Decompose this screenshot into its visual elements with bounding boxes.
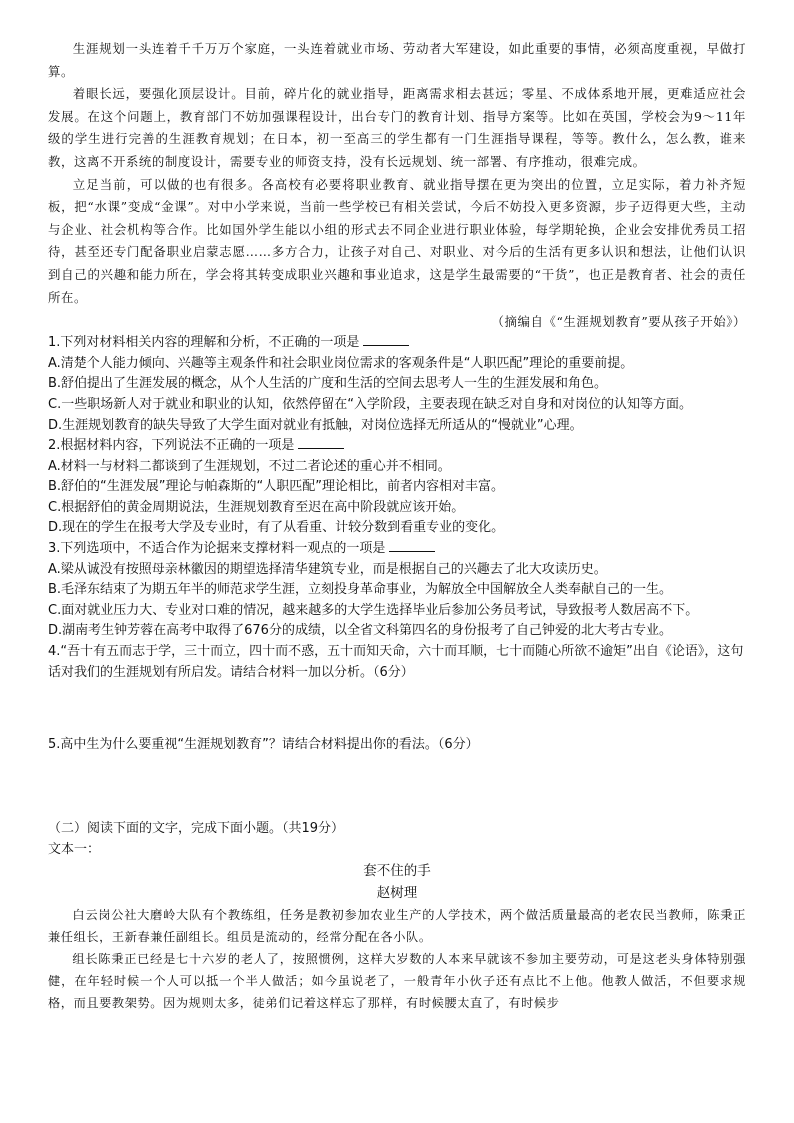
story-paragraph: 白云岗公社大磨岭大队有个教练组，任务是教初参加农业生产的人学技术，两个做活质量最高的老农民当教师，陈秉正兼任组长，王新春兼任副组长。组员是流动的，经常分配在各小队。 [48,907,746,944]
question-1-option-d: D.生涯规划教育的缺失导致了大学生面对就业有抵触，对岗位选择无所适从的“慢就业”心理。 [48,417,583,433]
question-1-stem [48,333,746,354]
question-2-option-c: C.根据舒伯的黄金周期说法，生涯规划教育至迟在高中阶段就应该开始。 [48,499,465,515]
question-3-option-c: C.面对就业压力大、专业对口难的情况，越来越多的大学生选择毕业后参加公务员考试，导致报考人数居高不下。 [48,602,699,618]
material-paragraph: 生涯规划一头连着千千万万个家庭，一头连着就业市场、劳动者大军建设，如此重要的事情，必须高度重视，早做打算。 [48,41,746,79]
story-text [48,904,746,1014]
question-1-stem-text: 1.下列对材料相关内容的理解和分析，不正确的一项是 [48,335,360,351]
question-2-option-a: A.材料一与材料二都谈到了生涯规划，不过二者论述的重心并不相同。 [48,458,451,474]
question-1-option-a: A.清楚个人能力倾向、兴趣等主观条件和社会职业岗位需求的客观条件是“人职匹配”理论的重要前提。 [48,355,634,371]
answer-blank [389,539,435,552]
story-title: 套不住的手 [363,862,431,879]
question-1-option-c: C.一些职场新人对于就业和职业的认知，依然停留在“入学阶段，主要表现在缺乏对自身和对岗位的认知等方面。 [48,396,692,412]
question-3-stem [48,539,746,560]
answer-space [48,756,746,818]
question-2-option-d: D.现在的学生在报考大学及专业时，有了从看重、计较分数到看重专业的变化。 [48,520,505,536]
question-1-option-b: B.舒伯提出了生涯发展的概念，从个人生活的广度和生活的空间去思考人一生的生涯发展和角色。 [48,376,608,392]
story-author: 赵树理 [376,884,418,901]
question-3-stem-text: 3.下列选项中，不适合作为论据来支撑材料一观点的一项是 [48,541,386,557]
text-label: 文本一： [48,841,101,857]
question-2-stem-text: 2.根据材料内容，下列说法不正确的一项是 [48,438,295,454]
material-paragraph: 着眼长远，要强化顶层设计。目前，碎片化的就业指导，距离需求相去甚远；零星、不成体系地开展，更难适应社会发展。在这个问题上，教育部门不妨加强课程设计，出台专门的教育计划、指导方案等。比如在英国，学校会为9～11年级的学生进行完善的生涯教育规划；在日本，初一至高三的学生都有一门生涯指导课程，等等。教什么，怎么教，谁来教，这离不开系统的制度设计，需要专业的师资支持，没有长远规划、统一部署、有序推动，很难完成。 [48,86,746,169]
question-3-option-d: D.湖南考生钟芳蓉在高考中取得了676分的成绩，以全省文科第四名的身份报考了自己钟爱的北大考古专业。 [48,623,672,639]
question-3-option-b: B.毛泽东结束了为期五年半的师范求学生涯，立刻投身革命事业，为解放全中国解放全人类奉献自己的一生。 [48,582,673,598]
answer-space [48,683,746,735]
section-header: （二）阅读下面的文字，完成下面小题。（共19分） [48,820,345,836]
question-2-stem [48,436,746,457]
material-text [48,38,746,309]
question-5: 5.高中生为什么要重视“生涯规划教育”？请结合材料提出你的看法。（6分） [48,737,479,753]
story-paragraph: 组长陈秉正已经是七十六岁的老人了，按照惯例，这样大岁数的人本来早就该不参加主要劳动，可是这老头身体特别强健，在年轻时候一个人可以抵一个半人做活；如今虽说老了，一般青年小伙子还有点比不上他。他教人做活，不但要求规格，而且要教架势。因为规则太多，徒弟们记着这样忘了那样，有时候腰太直了，有时候步 [48,951,746,1010]
material-source: （摘编自《“生涯规划教育”要从孩子开始》） [491,314,746,330]
question-4: 4.“吾十有五而志于学，三十而立，四十而不惑，五十而知天命，六十而耳顺，七十而随心所欲不逾矩”出自《论语》，这句话对我们的生涯规划有所启发。请结合材料一加以分析。（6分） [48,644,744,680]
answer-blank [363,333,409,346]
answer-blank [298,436,344,449]
material-paragraph: 立足当前，可以做的也有很多。各高校有必要将职业教育、就业指导摆在更为突出的位置，立足实际，着力补齐短板，把“水课”变成“金课”。对中小学来说，当前一些学校已有相关尝试，今后不妨投入更多资源，步子迈得更大些，主动与企业、社会机构等合作。比如国外学生能以小组的形式去不同企业进行职业体验，每学期轮换，企业会安排优秀员工招待，甚至还专门配备职业启蒙志愿……多方合力，让孩子对自己、对职业、对今后的生活有更多认识和想法，让他们认识到自己的兴趣和能力所在，学会将其转变成职业兴趣和事业追求，这是学生最需要的“干货”，也正是教育者、社会的责任所在。 [48,176,746,305]
question-3-option-a: A.梁从诚没有按照母亲林徽因的期望选择清华建筑专业，而是根据自己的兴趣去了北大攻读历史。 [48,561,607,577]
question-2-option-b: B.舒伯的“生涯发展”理论与帕森斯的“人职匹配”理论相比，前者内容相对丰富。 [48,479,504,495]
question-block [48,333,746,818]
